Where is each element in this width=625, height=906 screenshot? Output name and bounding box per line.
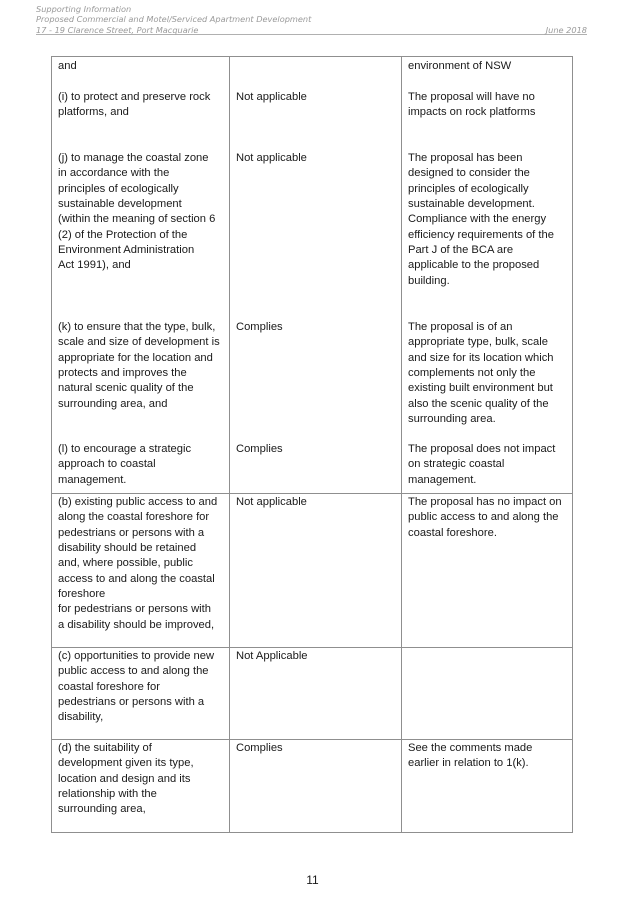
table-cell <box>402 57 573 494</box>
table-row <box>52 494 573 648</box>
header-date: June 2018 <box>545 24 587 35</box>
cell-text: (j) to manage the coastal zone in accordance with the principles of ecologically sustainable development (within the meaning of section 6 (2) of the Protection of the Environment Administration Act 1991), and <box>58 152 216 272</box>
header-address: 17 - 19 Clarence Street, Port Macquarie <box>36 24 199 35</box>
cell-text: Complies <box>236 321 283 333</box>
table-cell <box>402 494 573 648</box>
cell-text: The proposal does not impact on strategic coastal management. <box>408 443 556 486</box>
cell-text: Not applicable <box>236 496 307 508</box>
cell-text: (d) the suitability of development given its type, location and design and its relationship with the surrounding area, <box>58 742 194 816</box>
header-project: Proposed Commercial and Motel/Serviced Apartment Development <box>36 14 312 25</box>
table-cell <box>52 494 230 648</box>
cell-text: (i) to protect and preserve rock platforms, and <box>58 91 211 119</box>
table-cell <box>230 57 402 494</box>
header-title: Supporting Information <box>36 4 132 14</box>
page-header <box>36 4 587 35</box>
page-number: 11 <box>306 873 319 887</box>
compliance-table <box>51 56 573 833</box>
table-cell <box>52 740 230 833</box>
cell-text: The proposal will have no impacts on rock platforms <box>408 91 536 119</box>
cell-text: See the comments made earlier in relation to 1(k). <box>408 742 533 770</box>
cell-text: (b) existing public access to and along the coastal foreshore for pedestrians or persons with a disability should be retained and, where possible, public access to and along the coastal foreshore for pedestrians or persons with a disability should be improved, <box>58 496 218 631</box>
table-cell <box>230 740 402 833</box>
table-row <box>52 648 573 740</box>
table-cell <box>52 57 230 494</box>
cell-text: (l) to encourage a strategic approach to coastal management. <box>58 443 192 486</box>
cell-text: Not applicable <box>236 152 307 164</box>
cell-text: The proposal has no impact on public access to and along the coastal foreshore. <box>408 496 562 539</box>
cell-text: environment of NSW <box>408 60 512 72</box>
table-cell <box>52 648 230 740</box>
cell-text: The proposal has been designed to consider the principles of ecologically sustainable development. Compliance with the energy efficiency requirements of the Part J of the BCA are applicable to the proposed building. <box>408 152 554 287</box>
cell-text: Complies <box>236 443 283 455</box>
cell-text: The proposal is of an appropriate type, bulk, scale and size for its location which complements not only the existing built environment but also the scenic quality of the surrounding area. <box>408 321 554 426</box>
table-row <box>52 740 573 833</box>
table-cell <box>230 648 402 740</box>
cell-text: and <box>58 60 77 72</box>
table-cell <box>230 494 402 648</box>
cell-text: Not applicable <box>236 91 307 103</box>
cell-text: (k) to ensure that the type, bulk, scale and size of development is appropriate for the location and protects and improves the natural scenic quality of the surrounding area, and <box>58 321 220 410</box>
cell-text: (c) opportunities to provide new public access to and along the coastal foreshore for pedestrians or persons with a disability, <box>58 650 215 724</box>
table-row <box>52 57 573 494</box>
table-cell <box>402 740 573 833</box>
cell-text: Complies <box>236 742 283 754</box>
table-cell <box>402 648 573 740</box>
cell-text: Not Applicable <box>236 650 308 662</box>
